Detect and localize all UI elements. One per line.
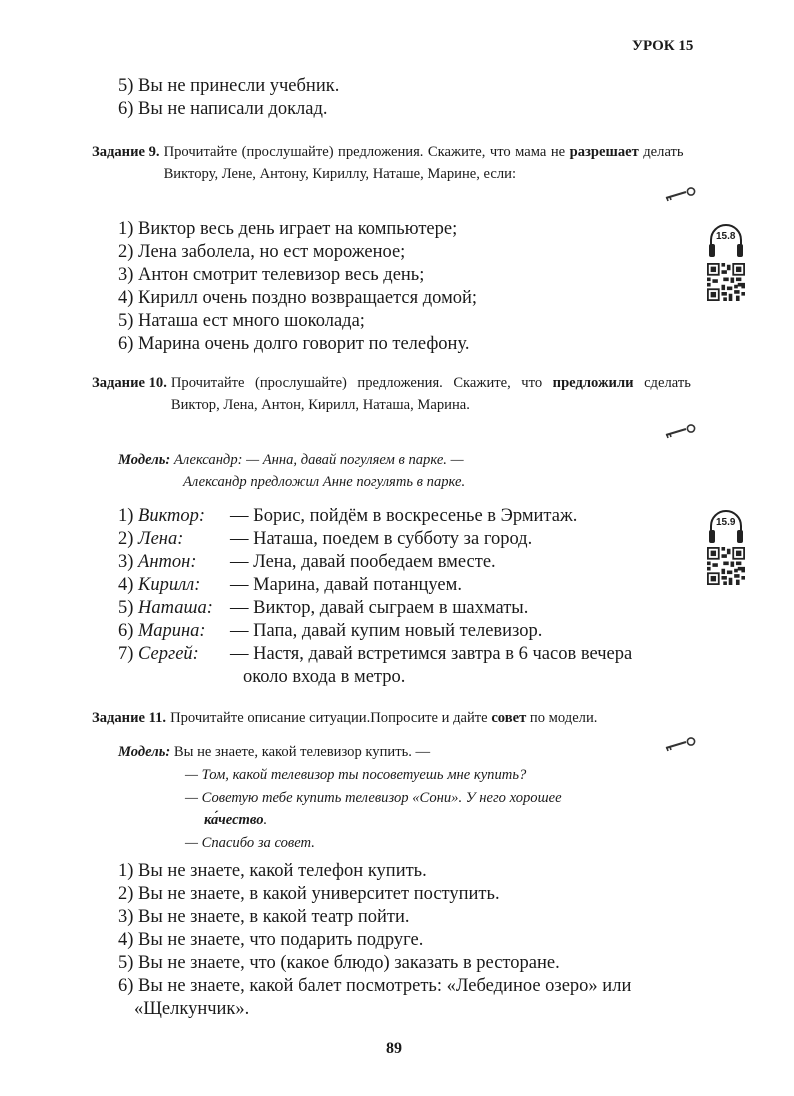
speaker-name: Сергей: xyxy=(138,644,199,664)
list-item: 5) Наташа ест много шоколада; xyxy=(118,311,365,331)
speaker-name: Виктор: xyxy=(138,506,206,526)
list-item: 6) Вы не написали доклад. xyxy=(118,99,328,119)
list-item xyxy=(118,620,542,643)
item-number: 5) xyxy=(118,598,134,618)
list-item: 3) Вы не знаете, в какой театр пойти. xyxy=(118,907,410,927)
audio-track-number: 15.8 xyxy=(716,231,736,242)
model-line xyxy=(118,741,430,763)
key-icon xyxy=(664,424,698,440)
list-item xyxy=(118,528,532,551)
list-item: 6) Марина очень долго говорит по телефону. xyxy=(118,334,470,354)
key-icon xyxy=(664,187,698,203)
stressed-word: ка́чество xyxy=(204,812,264,828)
list-item: 2) Вы не знаете, в какой университет поступить. xyxy=(118,884,500,904)
lesson-header: УРОК 15 xyxy=(632,38,694,54)
dialog-line: — Спасибо за совет. xyxy=(185,835,315,851)
list-item-continuation: «Щелкунчик». xyxy=(134,999,250,1019)
task-10-instruction xyxy=(92,372,704,416)
list-item: 5) Вы не принесли учебник. xyxy=(118,76,340,96)
item-number: 4) xyxy=(118,575,134,595)
dialog-line xyxy=(204,809,267,831)
list-item: 5) Вы не знаете, что (какое блюдо) заказать в ресторане. xyxy=(118,953,560,973)
speaker-name: Наташа: xyxy=(138,598,213,618)
model-line xyxy=(118,449,464,471)
list-item: 1) Виктор весь день играет на компьютере; xyxy=(118,219,458,239)
audio-track-number: 15.9 xyxy=(716,517,736,528)
task-keyword: разрешает xyxy=(569,144,639,160)
task-label: Задание 11. xyxy=(92,710,167,726)
item-text: — Лена, давай пообедаем вместе. xyxy=(230,552,496,572)
list-item xyxy=(118,643,632,666)
task-text: делать Виктору, Лене, Антону, Кириллу, Наташе, Марине, если: xyxy=(163,144,684,182)
item-number: 1) xyxy=(118,506,134,526)
list-item: 4) Кирилл очень поздно возвращается домой; xyxy=(118,288,478,308)
list-item xyxy=(118,574,462,597)
dialog-line: — Том, какой телевизор ты посоветуешь мне купить? xyxy=(185,767,527,783)
task-text: Прочитайте (прослушайте) предложения. Скажите, что xyxy=(170,375,553,391)
list-item: 1) Вы не знаете, какой телефон купить. xyxy=(118,861,427,881)
qr-code-icon[interactable] xyxy=(707,547,745,585)
model-text: Вы не знаете, какой телевизор купить. — xyxy=(173,744,431,760)
task-9-instruction xyxy=(92,141,704,185)
qr-code-icon[interactable] xyxy=(707,263,745,301)
item-text: — Настя, давай встретимся завтра в 6 часов вечера xyxy=(230,644,633,664)
punctuation: . xyxy=(263,812,268,828)
task-11-instruction xyxy=(92,707,704,729)
task-label: Задание 10. xyxy=(92,375,167,391)
task-text: по модели. xyxy=(526,710,598,726)
item-number: 6) xyxy=(118,621,134,641)
speaker-name: Антон: xyxy=(138,552,197,572)
key-icon xyxy=(664,737,698,753)
item-number: 7) xyxy=(118,644,134,664)
task-keyword: совет xyxy=(491,710,527,726)
list-item xyxy=(118,505,577,528)
speaker-name: Кирилл: xyxy=(138,575,201,595)
list-item xyxy=(118,597,528,620)
task-text: сделать Виктор, Лена, Антон, Кирилл, Наташа, Марина. xyxy=(170,375,691,413)
list-item xyxy=(118,551,496,574)
item-text: — Наташа, поедем в субботу за город. xyxy=(230,529,533,549)
item-text: — Папа, давай купим новый телевизор. xyxy=(230,621,543,641)
item-number: 2) xyxy=(118,529,134,549)
item-text: — Марина, давай потанцуем. xyxy=(230,575,462,595)
item-text: — Виктор, давай сыграем в шахматы. xyxy=(230,598,529,618)
list-item-continuation: около входа в метро. xyxy=(243,667,406,687)
dialog-line: — Советую тебе купить телевизор «Сони». У него хорошее xyxy=(185,790,562,806)
model-line: Александр предложил Анне погулять в парке. xyxy=(183,474,466,490)
list-item: 3) Антон смотрит телевизор весь день; xyxy=(118,265,425,285)
list-item: 4) Вы не знаете, что подарить подруге. xyxy=(118,930,424,950)
item-text: — Борис, пойдём в воскресенье в Эрмитаж. xyxy=(230,506,578,526)
model-label: Модель: xyxy=(118,744,171,760)
item-number: 3) xyxy=(118,552,134,572)
list-item: 2) Лена заболела, но ест мороженое; xyxy=(118,242,406,262)
model-label: Модель: xyxy=(118,452,171,468)
task-keyword: предложили xyxy=(552,375,634,391)
task-text: Прочитайте (прослушайте) предложения. Скажите, что мама не xyxy=(163,144,570,160)
task-text: Прочитайте описание ситуации.Попросите и дайте xyxy=(170,710,492,726)
model-text: Александр: — Анна, давай погуляем в парке. — xyxy=(173,452,464,468)
speaker-name: Лена: xyxy=(138,529,184,549)
page-number: 89 xyxy=(386,1040,402,1057)
speaker-name: Марина: xyxy=(138,621,206,641)
task-label: Задание 9. xyxy=(92,144,160,160)
list-item: 6) Вы не знаете, какой балет посмотреть: «Лебединое озеро» или xyxy=(118,976,632,996)
